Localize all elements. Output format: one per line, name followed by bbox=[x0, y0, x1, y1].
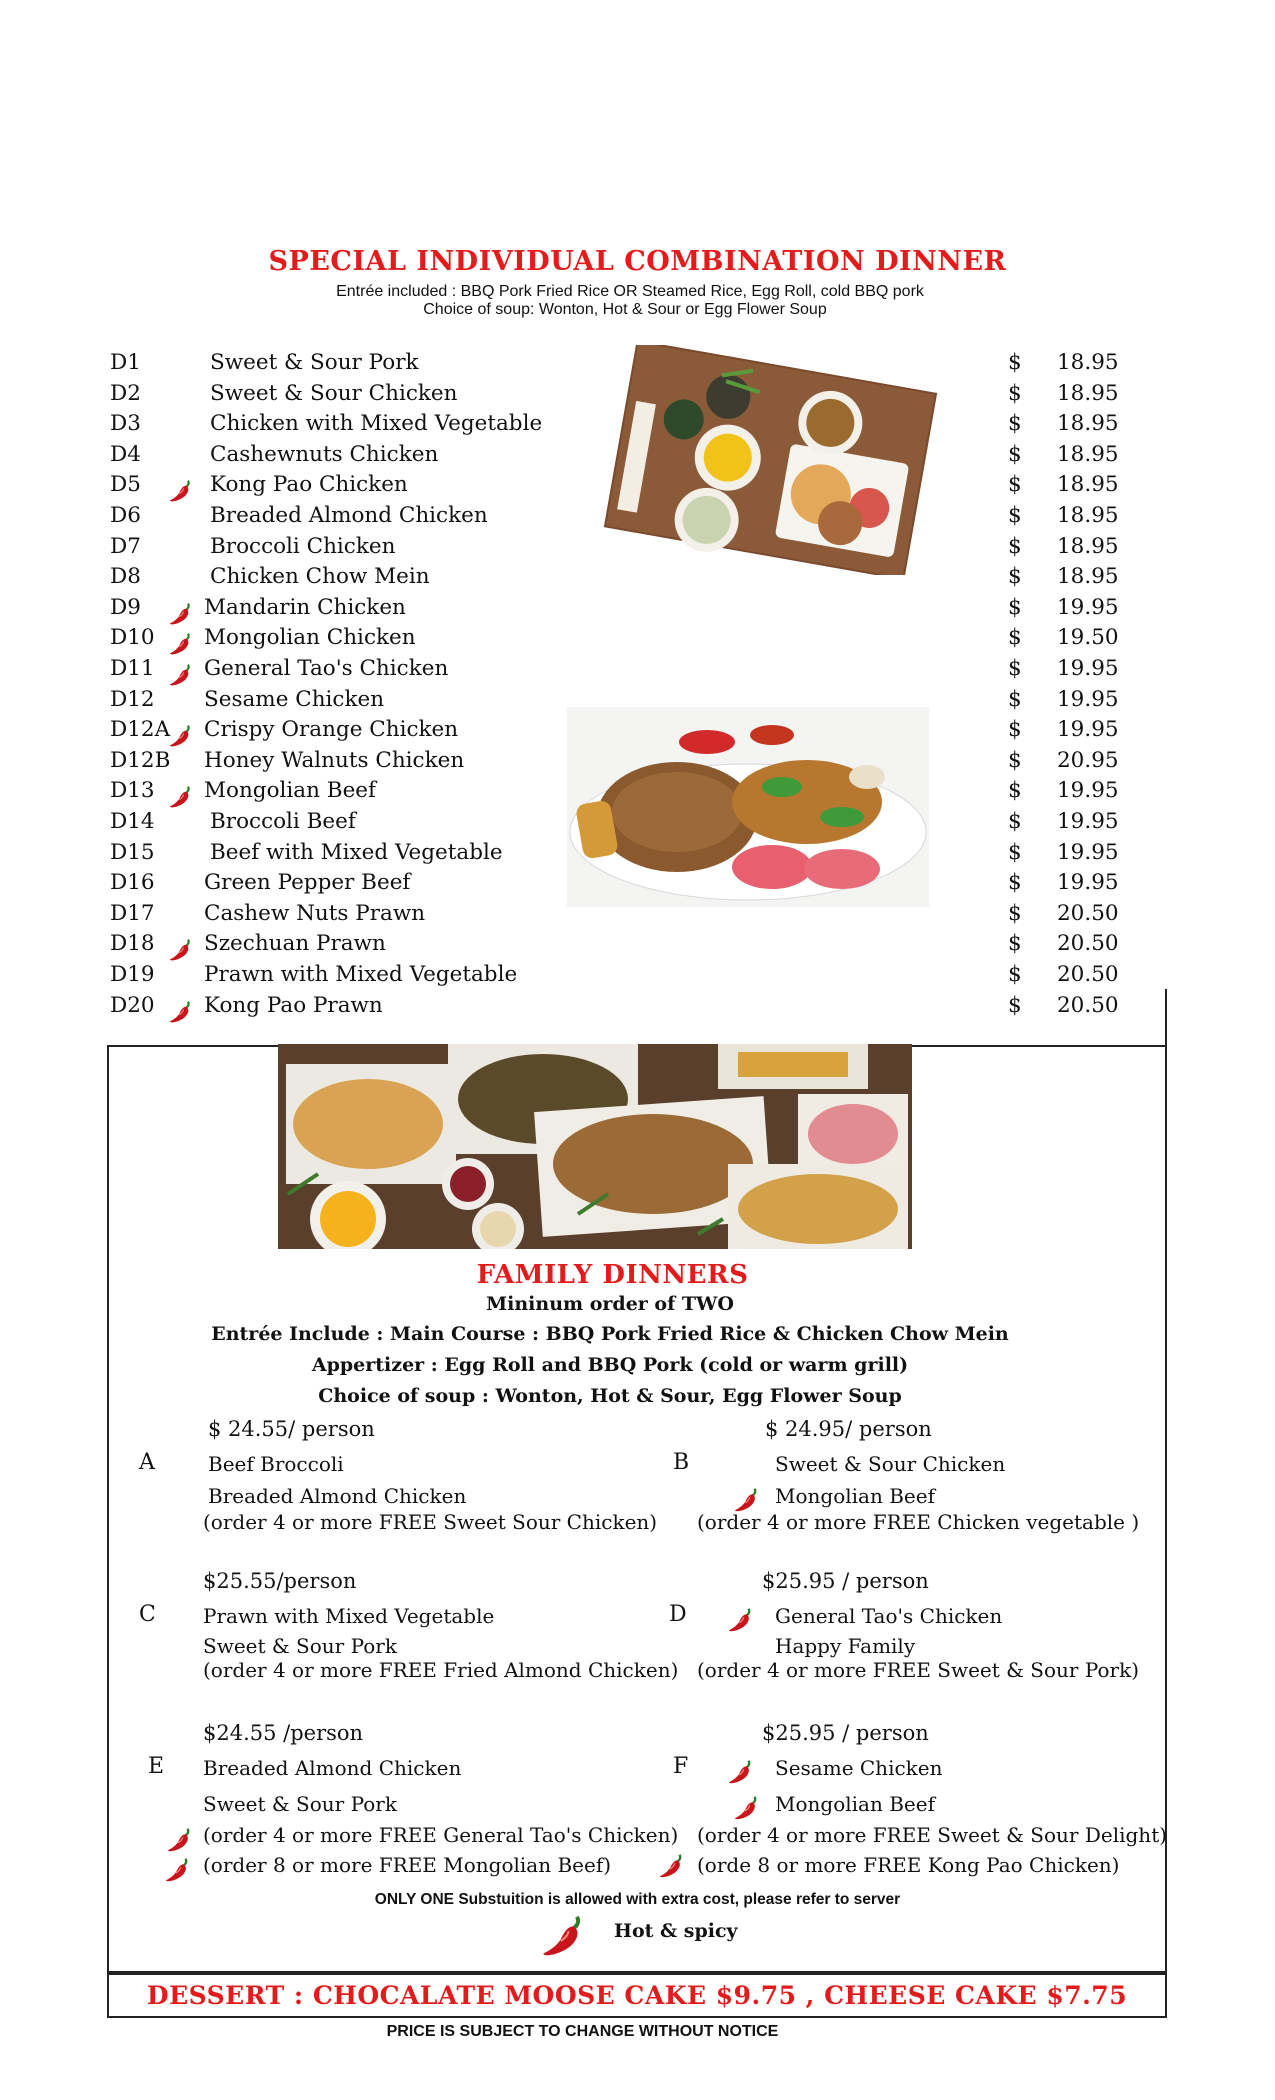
currency-symbol: $ bbox=[1008, 595, 1022, 620]
item-name: Sweet & Sour Chicken bbox=[210, 381, 458, 406]
divider-line-right bbox=[1165, 989, 1167, 1047]
set-c-price: $25.55/person bbox=[203, 1569, 357, 1593]
item-code: D18 bbox=[110, 931, 155, 956]
item-price: 18.95 bbox=[1057, 472, 1119, 497]
currency-symbol: $ bbox=[1008, 350, 1022, 375]
set-c-item-2: Sweet & Sour Pork bbox=[203, 1634, 397, 1658]
set-e-letter: E bbox=[148, 1754, 165, 1779]
item-code: D12A bbox=[110, 717, 171, 742]
item-name: Sesame Chicken bbox=[204, 687, 385, 712]
currency-symbol: $ bbox=[1008, 931, 1022, 956]
chili-pepper-icon bbox=[168, 662, 194, 688]
set-a-item-1: Beef Broccoli bbox=[208, 1452, 344, 1476]
currency-symbol: $ bbox=[1008, 503, 1022, 528]
chili-pepper-icon bbox=[168, 937, 194, 963]
item-price: 20.50 bbox=[1057, 901, 1119, 926]
chili-pepper-icon bbox=[727, 1606, 755, 1634]
item-name: Green Pepper Beef bbox=[204, 870, 411, 895]
item-code: D10 bbox=[110, 625, 155, 650]
chili-pepper-icon bbox=[540, 1912, 588, 1960]
set-d-item-1: General Tao's Chicken bbox=[775, 1604, 1003, 1628]
item-price: 19.95 bbox=[1057, 687, 1119, 712]
set-d-note: (order 4 or more FREE Sweet & Sour Pork) bbox=[697, 1658, 1140, 1682]
item-code: D19 bbox=[110, 962, 155, 987]
item-code: D5 bbox=[110, 472, 141, 497]
currency-symbol: $ bbox=[1008, 901, 1022, 926]
price-disclaimer: PRICE IS SUBJECT TO CHANGE WITHOUT NOTICE bbox=[386, 2023, 779, 2040]
chili-pepper-icon bbox=[168, 631, 194, 657]
item-code: D12 bbox=[110, 687, 155, 712]
item-code: D1 bbox=[110, 350, 141, 375]
dessert-box bbox=[107, 1973, 1167, 2018]
item-name: Mandarin Chicken bbox=[204, 595, 406, 620]
item-name: Szechuan Prawn bbox=[204, 931, 386, 956]
set-f-note-2: (orde 8 or more FREE Kong Pao Chicken) bbox=[697, 1853, 1120, 1877]
item-price: 20.50 bbox=[1057, 931, 1119, 956]
set-a-note: (order 4 or more FREE Sweet Sour Chicken) bbox=[203, 1510, 658, 1534]
item-name: Kong Pao Chicken bbox=[210, 472, 408, 497]
chili-pepper-icon bbox=[168, 478, 194, 504]
currency-symbol: $ bbox=[1008, 748, 1022, 773]
currency-symbol: $ bbox=[1008, 472, 1022, 497]
set-c-note: (order 4 or more FREE Fried Almond Chicken) bbox=[203, 1658, 679, 1682]
set-e-price: $24.55 /person bbox=[203, 1721, 364, 1745]
item-price: 18.95 bbox=[1057, 564, 1119, 589]
currency-symbol: $ bbox=[1008, 534, 1022, 559]
family-soup: Choice of soup : Wonton, Hot & Sour, Egg Flower Soup bbox=[318, 1385, 902, 1407]
set-b-item-1: Sweet & Sour Chicken bbox=[775, 1452, 1006, 1476]
family-minimum: Mininum order of TWO bbox=[486, 1293, 734, 1315]
item-name: Cashewnuts Chicken bbox=[210, 442, 439, 467]
item-price: 18.95 bbox=[1057, 442, 1119, 467]
item-name: Sweet & Sour Pork bbox=[210, 350, 419, 375]
currency-symbol: $ bbox=[1008, 717, 1022, 742]
item-name: Mongolian Chicken bbox=[204, 625, 416, 650]
item-code: D4 bbox=[110, 442, 141, 467]
item-price: 19.50 bbox=[1057, 625, 1119, 650]
item-price: 18.95 bbox=[1057, 534, 1119, 559]
chili-pepper-icon bbox=[166, 1826, 194, 1854]
item-name: Honey Walnuts Chicken bbox=[204, 748, 465, 773]
item-code: D9 bbox=[110, 595, 141, 620]
item-name: Beef with Mixed Vegetable bbox=[210, 840, 503, 865]
item-code: D17 bbox=[110, 901, 155, 926]
set-f-item-2: Mongolian Beef bbox=[775, 1792, 935, 1816]
item-price: 19.95 bbox=[1057, 656, 1119, 681]
spicy-legend: Hot & spicy bbox=[614, 1920, 738, 1942]
set-e-item-1: Breaded Almond Chicken bbox=[203, 1756, 462, 1780]
item-code: D6 bbox=[110, 503, 141, 528]
item-price: 19.95 bbox=[1057, 778, 1119, 803]
set-c-letter: C bbox=[139, 1602, 156, 1627]
item-price: 19.95 bbox=[1057, 840, 1119, 865]
item-name: Broccoli Chicken bbox=[210, 534, 396, 559]
menu-row bbox=[0, 993, 1275, 1023]
set-f-price: $25.95 / person bbox=[762, 1721, 929, 1745]
chili-pepper-icon bbox=[164, 1856, 192, 1884]
set-a-letter: A bbox=[139, 1450, 155, 1475]
menu-row bbox=[0, 656, 1275, 686]
item-price: 20.50 bbox=[1057, 962, 1119, 987]
dessert-line: DESSERT : CHOCALATE MOOSE CAKE $9.75 , CHEESE CAKE $7.75 bbox=[146, 1981, 1128, 2010]
item-name: Mongolian Beef bbox=[204, 778, 376, 803]
item-price: 18.95 bbox=[1057, 503, 1119, 528]
item-price: 18.95 bbox=[1057, 381, 1119, 406]
currency-symbol: $ bbox=[1008, 656, 1022, 681]
item-name: Chicken Chow Mein bbox=[210, 564, 430, 589]
currency-symbol: $ bbox=[1008, 840, 1022, 865]
set-e-item-2: Sweet & Sour Pork bbox=[203, 1792, 397, 1816]
chili-pepper-icon bbox=[658, 1852, 686, 1880]
set-e-note-2: (order 8 or more FREE Mongolian Beef) bbox=[203, 1853, 612, 1877]
currency-symbol: $ bbox=[1008, 778, 1022, 803]
item-name: Broccoli Beef bbox=[210, 809, 356, 834]
currency-symbol: $ bbox=[1008, 442, 1022, 467]
currency-symbol: $ bbox=[1008, 625, 1022, 650]
item-code: D12B bbox=[110, 748, 171, 773]
set-f-note-1: (order 4 or more FREE Sweet & Sour Delight) bbox=[697, 1823, 1168, 1847]
item-name: Kong Pao Prawn bbox=[204, 993, 383, 1018]
currency-symbol: $ bbox=[1008, 687, 1022, 712]
item-code: D13 bbox=[110, 778, 155, 803]
item-code: D3 bbox=[110, 411, 141, 436]
special-subtitle-entree: Entrée included : BBQ Pork Fried Rice OR Steamed Rice, Egg Roll, cold BBQ pork bbox=[336, 283, 924, 300]
set-b-price: $ 24.95/ person bbox=[765, 1417, 932, 1441]
item-price: 18.95 bbox=[1057, 350, 1119, 375]
item-price: 19.95 bbox=[1057, 809, 1119, 834]
item-price: 18.95 bbox=[1057, 411, 1119, 436]
item-code: D8 bbox=[110, 564, 141, 589]
menu-row bbox=[0, 931, 1275, 961]
family-dinners-photo bbox=[278, 1044, 912, 1249]
item-price: 19.95 bbox=[1057, 717, 1119, 742]
item-code: D2 bbox=[110, 381, 141, 406]
chili-pepper-icon bbox=[168, 784, 194, 810]
item-code: D14 bbox=[110, 809, 155, 834]
family-appetizer: Appertizer : Egg Roll and BBQ Pork (cold or warm grill) bbox=[311, 1354, 909, 1376]
menu-row bbox=[0, 625, 1275, 655]
set-c-item-1: Prawn with Mixed Vegetable bbox=[203, 1604, 495, 1628]
family-title: FAMILY DINNERS bbox=[476, 1260, 749, 1290]
set-f-item-1: Sesame Chicken bbox=[775, 1756, 943, 1780]
family-entree: Entrée Include : Main Course : BBQ Pork Fried Rice & Chicken Chow Mein bbox=[211, 1323, 1009, 1345]
set-d-letter: D bbox=[669, 1602, 687, 1627]
chili-pepper-icon bbox=[727, 1758, 755, 1786]
item-name: Prawn with Mixed Vegetable bbox=[204, 962, 518, 987]
item-name: Chicken with Mixed Vegetable bbox=[210, 411, 543, 436]
set-b-item-2: Mongolian Beef bbox=[775, 1484, 935, 1508]
item-price: 19.95 bbox=[1057, 595, 1119, 620]
chili-pepper-icon bbox=[168, 723, 194, 749]
item-name: General Tao's Chicken bbox=[204, 656, 449, 681]
item-code: D7 bbox=[110, 534, 141, 559]
set-a-item-2: Breaded Almond Chicken bbox=[208, 1484, 467, 1508]
item-price: 20.95 bbox=[1057, 748, 1119, 773]
chili-pepper-icon bbox=[733, 1794, 761, 1822]
fried-rice-plate-photo bbox=[567, 707, 929, 907]
set-a-price: $ 24.55/ person bbox=[208, 1417, 375, 1441]
currency-symbol: $ bbox=[1008, 411, 1022, 436]
item-code: D16 bbox=[110, 870, 155, 895]
currency-symbol: $ bbox=[1008, 993, 1022, 1018]
set-e-note-1: (order 4 or more FREE General Tao's Chicken) bbox=[203, 1823, 679, 1847]
combo-plate-photo bbox=[598, 345, 943, 575]
special-title: SPECIAL INDIVIDUAL COMBINATION DINNER bbox=[268, 246, 1007, 277]
currency-symbol: $ bbox=[1008, 564, 1022, 589]
item-code: D20 bbox=[110, 993, 155, 1018]
special-subtitle-soup: Choice of soup: Wonton, Hot & Sour or Egg Flower Soup bbox=[423, 301, 827, 318]
item-name: Breaded Almond Chicken bbox=[210, 503, 488, 528]
currency-symbol: $ bbox=[1008, 870, 1022, 895]
item-price: 20.50 bbox=[1057, 993, 1119, 1018]
menu-row bbox=[0, 962, 1275, 992]
item-name: Cashew Nuts Prawn bbox=[204, 901, 426, 926]
chili-pepper-icon bbox=[733, 1486, 761, 1514]
set-f-letter: F bbox=[673, 1754, 689, 1779]
set-d-item-2: Happy Family bbox=[775, 1634, 916, 1658]
chili-pepper-icon bbox=[168, 999, 194, 1025]
currency-symbol: $ bbox=[1008, 381, 1022, 406]
item-code: D15 bbox=[110, 840, 155, 865]
item-name: Crispy Orange Chicken bbox=[204, 717, 459, 742]
set-b-note: (order 4 or more FREE Chicken vegetable ) bbox=[697, 1510, 1140, 1534]
item-code: D11 bbox=[110, 656, 155, 681]
currency-symbol: $ bbox=[1008, 962, 1022, 987]
item-price: 19.95 bbox=[1057, 870, 1119, 895]
chili-pepper-icon bbox=[168, 601, 194, 627]
menu-row bbox=[0, 595, 1275, 625]
set-b-letter: B bbox=[673, 1450, 690, 1475]
substitution-note: ONLY ONE Substuition is allowed with extra cost, please refer to server bbox=[374, 1891, 901, 1908]
currency-symbol: $ bbox=[1008, 809, 1022, 834]
set-d-price: $25.95 / person bbox=[762, 1569, 929, 1593]
